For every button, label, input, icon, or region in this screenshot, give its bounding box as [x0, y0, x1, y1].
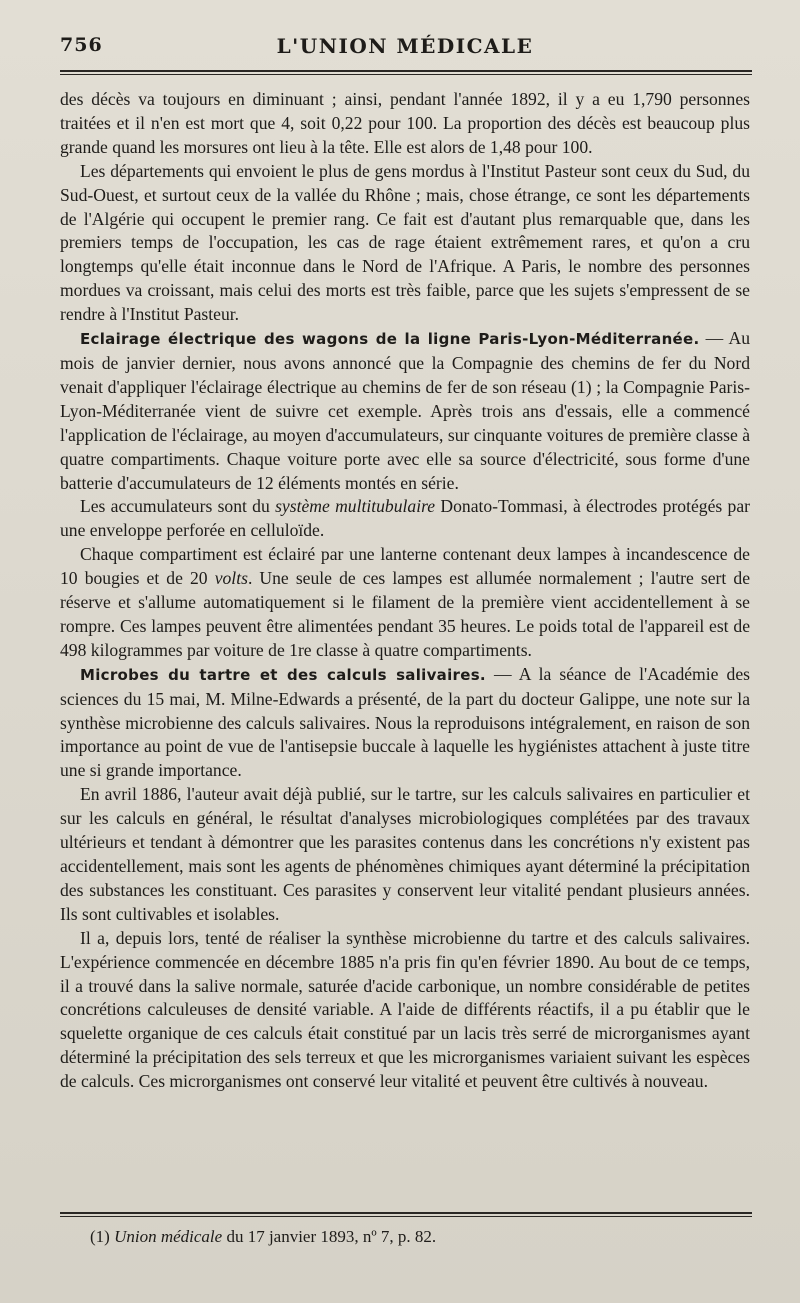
- section-heading-electric-lighting: Eclairage électrique des wagons de la ligne Paris-Lyon-Méditerranée.: [80, 330, 700, 349]
- footnote-citation: du 17 janvier 1893, nº 7, p. 82.: [222, 1227, 437, 1246]
- paragraph-compartment-text-b: . Une seule de ces lampes est allumée normalement ; l'autre sert de réserve et s'allume automatiquement si le filament de la première vient accidentellement à se rompre. Ces lampes peuvent être alimentées pendant 35 heures. Le poids total de l'appareil est de 498 kilogrammes par voiture de 1re classe à quatre compartiments.: [60, 568, 751, 660]
- footnote-source: Union médicale: [114, 1227, 223, 1246]
- paragraph-accumulators-text-a: Les accumulateurs sont du: [80, 496, 276, 517]
- header-rule: [60, 70, 752, 72]
- page-header: [60, 34, 750, 64]
- footnote-marker: (1): [90, 1227, 115, 1246]
- paragraph-rabies-deaths: des décès va toujours en diminuant ; ainsi, pendant l'année 1892, il y a eu 1,790 personnes traitées et il n'en est mort que 4, soit 0,22 pour 100. La proportion des décès est beaucoup plus grande quand les morsures ont lieu à la tête. Elle est alors de 1,48 pour 100.: [60, 89, 750, 157]
- header-rule-thin: [60, 74, 752, 75]
- page-number: 756: [60, 34, 103, 56]
- paragraph-electric-lighting: [60, 327, 750, 495]
- paragraph-microbes: [60, 663, 750, 784]
- footnote-rule-thin: [60, 1216, 752, 1217]
- paragraph-electric-lighting-text: — Au mois de janvier dernier, nous avons annoncé que la Compagnie des chemins de fer du Nord venait d'appliquer l'éclairage électrique au chemins de fer de son réseau (1) ; la Compagnie Paris-Lyon-Méditerranée vient de suivre cet exemple. Après trois ans d'essais, elle a commencé l'application de l'éclairage, au moyen d'accumulateurs, sur cinquante voitures de première classe à quatre compartiments. Chaque voiture porte avec elle sa source d'électricité, sous forme d'une batterie d'accumulateurs de 12 éléments montés en série.: [60, 328, 750, 493]
- paragraph-accumulators-text-b: Donato-Tommasi, à électrodes protégés par une enveloppe perforée en celluloïde.: [60, 496, 750, 541]
- paragraph-accumulators: [60, 495, 750, 543]
- paragraph-accumulators-emphasis: système multitubulaire: [275, 496, 436, 517]
- paragraph-compartment-text-a: Chaque compartiment est éclairé par une lanterne contenant deux lampes à incandescence de 10 bougies et de 20: [60, 544, 750, 589]
- paragraph-synthesis: Il a, depuis lors, tenté de réaliser la synthèse microbienne du tartre et des calculs salivaires. L'expérience commencée en décembre 1885 n'a pris fin qu'en février 1890. Au bout de ce temps, il a trouvé dans la salive normale, saturée d'acide carbonique, un nombre considérable de petites concrétions calculeuses de densité variable. A l'aide de différents réactifs, il a pu établir que le squelette organique de ces calculs était constitué par un lacis très serré de microrganismes ayant déterminé la précipitation des sels terreux et que les microrganismes variaient suivant les espèces de calculs. Ces microrganismes ont conservé leur vitalité et peuvent être cultivés à nouveau.: [60, 927, 750, 1092]
- paragraph-microbes-text: — A la séance de l'Académie des sciences du 15 mai, M. Milne-Edwards a présenté, de la part du docteur Galippe, une note sur la synthèse microbienne des calculs salivaires. Nous la reproduisons intégralement, en raison de son importance au point de vue de l'antisepsie buccale à laquelle les hygiénistes attachent à juste titre une si grande importance.: [60, 663, 750, 781]
- paragraph-april-1886: En avril 1886, l'auteur avait déjà publié, sur le tartre, sur les calculs salivaires en particulier et sur les calculs en général, le résultat d'analyses microbiologiques complétées par des travaux ultérieurs et tendant à démontrer que les parasites contenus dans les concrétions n'y existent pas accidentellement, mais sont les agents de phénomènes chimiques ayant déterminé la précipitation des substances les constituant. Ces parasites y conservent leur vitalité pendant plusieurs années. Ils sont cultivables et isolables.: [60, 784, 750, 924]
- running-title: L'UNION MÉDICALE: [276, 34, 534, 58]
- footnote: [90, 1226, 730, 1248]
- section-heading-microbes: Microbes du tartre et des calculs salivaires.: [80, 665, 486, 684]
- paragraph-compartment: [60, 543, 750, 663]
- paragraph-departments: Les départements qui envoient le plus de gens mordus à l'Institut Pasteur sont ceux du Sud, du Sud-Ouest, et surtout ceux de la vallée du Rhône ; mais, chose étrange, ce sont les départements de l'Algérie qui occupent le premier rang. Ce fait est d'autant plus remarquable que, dans les premiers temps de l'occupation, les cas de rage étaient extrêmement rares, et qu'on a cru longtemps qu'elle était inconnue dans le Nord de l'Afrique. A Paris, le nombre des personnes mordues va croissant, mais celui des morts est très faible, parce que les sujets s'empressent de se rendre à l'Institut Pasteur.: [60, 160, 750, 325]
- paragraph-compartment-emphasis: volts: [214, 568, 248, 589]
- article-body: [60, 88, 750, 1094]
- footnote-rule: [60, 1212, 752, 1214]
